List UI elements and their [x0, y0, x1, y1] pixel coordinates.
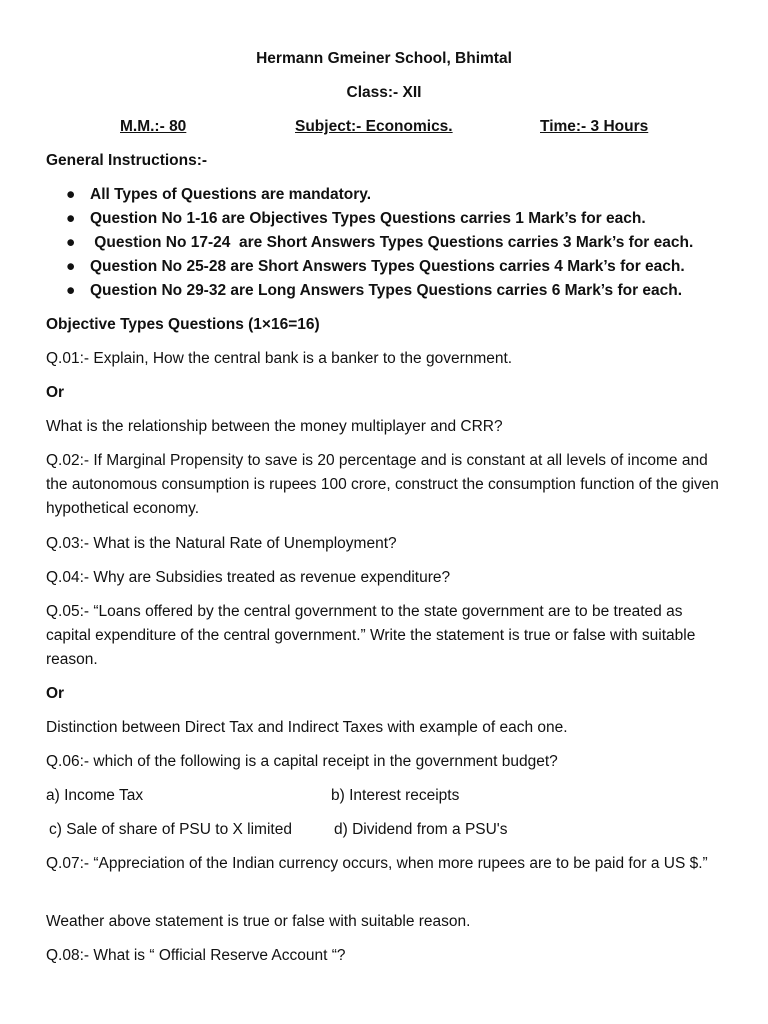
question-05-alternative: Distinction between Direct Tax and Indirect Taxes with example of each one. [46, 719, 568, 736]
bullet-icon: ● [66, 282, 76, 299]
option-b: b) Interest receipts [331, 787, 460, 804]
question-02: Q.02:- If Marginal Propensity to save is 20 percentage and is constant at all levels of income and the autonomous consumption is rupees 100 crore, construct the consumption function of the given hypothetical economy. [46, 452, 719, 517]
bullet-icon: ● [66, 186, 76, 203]
or-label: Or [46, 685, 65, 702]
class-label: Class:- XII [346, 84, 422, 101]
instruction-item: ● Question No 1-16 are Objectives Types Questions carries 1 Mark’s for each. [66, 210, 646, 227]
bullet-icon: ● [66, 258, 76, 275]
instruction-item: ● Question No 25-28 are Short Answers Types Questions carries 4 Mark’s for each. [66, 258, 685, 275]
instruction-item: ● Question No 29-32 are Long Answers Types Questions carries 6 Mark’s for each. [66, 282, 683, 299]
or-label: Or [46, 384, 65, 401]
school-name: Hermann Gmeiner School, Bhimtal [256, 50, 512, 67]
question-07-followup: Weather above statement is true or false with suitable reason. [46, 913, 471, 930]
max-marks: M.M.:- 80 [120, 118, 187, 135]
bullet-icon: ● [66, 210, 76, 227]
instruction-item: ● All Types of Questions are mandatory. [66, 186, 372, 203]
question-07: Q.07:- “Appreciation of the Indian currency occurs, when more rupees are to be paid for a US $.” [46, 855, 708, 872]
option-a: a) Income Tax [46, 787, 144, 804]
bullet-icon: ● [66, 234, 76, 251]
question-01-alternative: What is the relationship between the money multiplayer and CRR? [46, 418, 503, 435]
question-08: Q.08:- What is “ Official Reserve Account “? [46, 947, 346, 964]
question-04: Q.04:- Why are Subsidies treated as revenue expenditure? [46, 569, 451, 586]
question-01: Q.01:- Explain, How the central bank is a banker to the government. [46, 350, 513, 367]
instruction-item: ● Question No 17-24 are Short Answers Types Questions carries 3 Mark’s for each. [66, 234, 694, 251]
question-03: Q.03:- What is the Natural Rate of Unemployment? [46, 535, 397, 552]
time-label: Time:- 3 Hours [540, 118, 649, 135]
option-d: d) Dividend from a PSU's [334, 821, 508, 838]
option-c: c) Sale of share of PSU to X limited [49, 821, 292, 838]
question-05: Q.05:- “Loans offered by the central government to the state government are to be treated as capital expenditure of the central government.” Write the statement is true or false with suitable reason. [46, 603, 696, 668]
subject-label: Subject:- Economics. [295, 118, 453, 135]
section-heading: Objective Types Questions (1×16=16) [46, 316, 320, 333]
instructions-heading: General Instructions:- [46, 152, 208, 169]
question-06: Q.06:- which of the following is a capital receipt in the government budget? [46, 753, 558, 770]
